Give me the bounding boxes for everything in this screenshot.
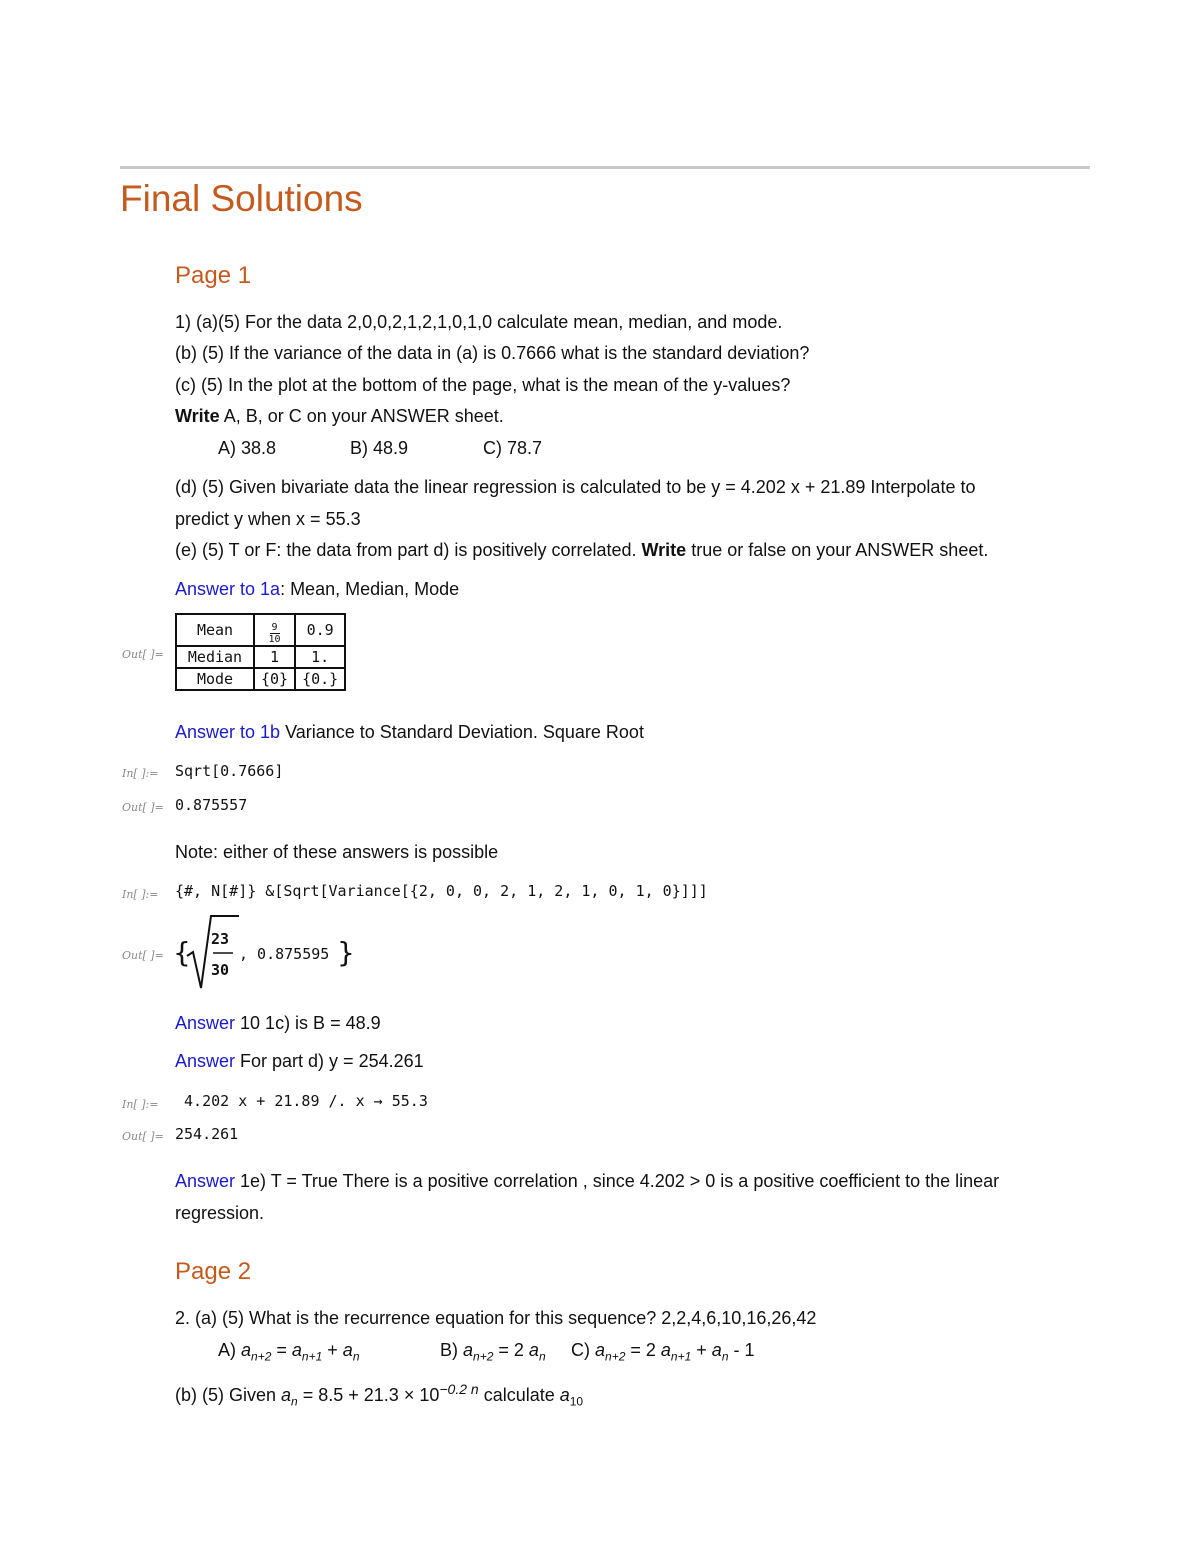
- answer-1a-rest: : Mean, Median, Mode: [280, 579, 460, 599]
- answer-1d-link: Answer: [175, 1051, 236, 1071]
- in-label: In[ ]:=: [122, 888, 159, 901]
- approx-value: 1.: [295, 646, 345, 668]
- code-output-1: 0.875557: [175, 796, 248, 814]
- question-1d-line2: predict y when x = 55.3: [175, 509, 361, 529]
- in-label: In[ ]:=: [122, 767, 159, 780]
- approx-output: , 0.875595: [239, 945, 330, 963]
- question-1a: 1) (a)(5) For the data 2,0,0,2,1,2,1,0,1,0 calculate mean, median, and mode.: [175, 312, 783, 332]
- answer-1a-heading: [175, 577, 459, 601]
- write-instruction: [175, 404, 504, 428]
- answer-1e-line2: regression.: [175, 1203, 265, 1223]
- note-text: Note: either of these answers is possible: [175, 842, 499, 862]
- sqrt-numerator: 23: [211, 930, 230, 948]
- table-row: [176, 668, 345, 690]
- sqrt-denominator: 30: [211, 961, 230, 979]
- q1e-pre: (e) (5) T or F: the data from part d) is positively correlated.: [175, 540, 642, 560]
- code-input-3: 4.202 x + 21.89 /. x → 55.3: [175, 1092, 428, 1110]
- choice-b: B) 48.9: [350, 438, 409, 458]
- answer-1d: [175, 1049, 424, 1073]
- summary-table: [175, 613, 346, 691]
- row-label: Median: [176, 646, 254, 668]
- q2b-post: calculate: [478, 1385, 560, 1405]
- answer-1e-link: Answer: [175, 1171, 236, 1191]
- question-1b: (b) (5) If the variance of the data in (a) is 0.7666 what is the standard deviation?: [175, 343, 810, 363]
- page1-heading: Page 1: [175, 262, 252, 289]
- out-label: Out[ ]=: [122, 801, 164, 814]
- answer-1c: [175, 1011, 381, 1035]
- out-label: Out[ ]=: [122, 1130, 164, 1143]
- choice-c: C) 78.7: [483, 438, 543, 458]
- summary-table-wrap: [175, 613, 346, 691]
- choice-2a-b: B) $a_{n+2} = 2$ $a_n$: [440, 1340, 546, 1364]
- answer-1d-rest: For part d) y = 254.261: [235, 1051, 424, 1071]
- out-label: Out[ ]=: [122, 949, 164, 962]
- table-row: [176, 646, 345, 668]
- fraction-numerator: 9: [271, 621, 278, 633]
- row-label: Mode: [176, 668, 254, 690]
- answer-1c-link: Answer: [175, 1013, 236, 1033]
- code-output-3: 254.261: [175, 1125, 239, 1143]
- question-1d-line1: (d) (5) Given bivariate data the linear regression is calculated to be y = 4.202 x + 21.89 Interpolate to: [175, 477, 976, 497]
- fraction-denominator: 10: [268, 633, 281, 645]
- choice-2a-c: C) $a_{n+2} = 2$ $a_{n+1} + a_n - 1$: [571, 1340, 755, 1364]
- svg-text:}: }: [337, 936, 355, 969]
- page2-heading: Page 2: [175, 1258, 252, 1285]
- fraction: [269, 622, 281, 645]
- approx-value: {0.}: [295, 668, 345, 690]
- question-2b: (b) (5) Given $a_n = 8.5 + 21.3 \times 10^{-0.2 n}$ calculate $a_{10}$: [175, 1381, 584, 1409]
- row-label: Mean: [176, 614, 254, 646]
- question-1e: [175, 538, 988, 562]
- answer-1e: [175, 1169, 999, 1193]
- question-1c: (c) (5) In the plot at the bottom of the page, what is the mean of the y-values?: [175, 375, 791, 395]
- answer-1e-rest: 1e) T = True There is a positive correlation , since 4.202 > 0 is a positive coefficient to the linear: [235, 1171, 1000, 1191]
- write-bold: Write: [175, 406, 220, 426]
- header-rule: [120, 166, 1090, 169]
- write-rest: A, B, or C on your ANSWER sheet.: [219, 406, 504, 426]
- code-input-1: Sqrt[0.7666]: [175, 762, 284, 780]
- svg-text:{: {: [173, 936, 191, 969]
- exact-value: 1: [254, 646, 295, 668]
- q2b-eq: = 8.5 + 21.3 × 10: [297, 1385, 440, 1405]
- answer-1b-rest: Variance to Standard Deviation. Square Root: [280, 722, 644, 742]
- in-label: In[ ]:=: [122, 1098, 159, 1111]
- answer-1b-link: Answer to 1b: [175, 722, 281, 742]
- approx-value: 0.9: [295, 614, 345, 646]
- code-input-2: {#, N[#]} &[Sqrt[Variance[{2, 0, 0, 2, 1, 2, 1, 0, 1, 0}]]]: [175, 882, 708, 900]
- q1e-post: true or false on your ANSWER sheet.: [686, 540, 989, 560]
- q1e-bold: Write: [641, 540, 687, 560]
- answer-1b-heading: [175, 720, 644, 744]
- q2b-exponent: −0.2 n: [439, 1381, 479, 1397]
- exact-value: [254, 614, 295, 646]
- question-2a: 2. (a) (5) What is the recurrence equation for this sequence? 2,2,4,6,10,16,26,42: [175, 1308, 817, 1328]
- q2b-pre: (b) (5) Given: [175, 1385, 282, 1405]
- exact-value: {0}: [254, 668, 295, 690]
- answer-1a-link: Answer to 1a: [175, 579, 281, 599]
- out-label: Out[ ]=: [122, 648, 164, 661]
- table-row: [176, 614, 345, 646]
- page-title: Final Solutions: [120, 178, 363, 219]
- choice-2a-a: A) $a_{n+2} = a_{n+1} + a_n$: [218, 1340, 360, 1364]
- choice-a: A) 38.8: [218, 438, 277, 458]
- answer-1c-rest: 10 1c) is B = 48.9: [235, 1013, 381, 1033]
- code-output-2: [173, 912, 363, 992]
